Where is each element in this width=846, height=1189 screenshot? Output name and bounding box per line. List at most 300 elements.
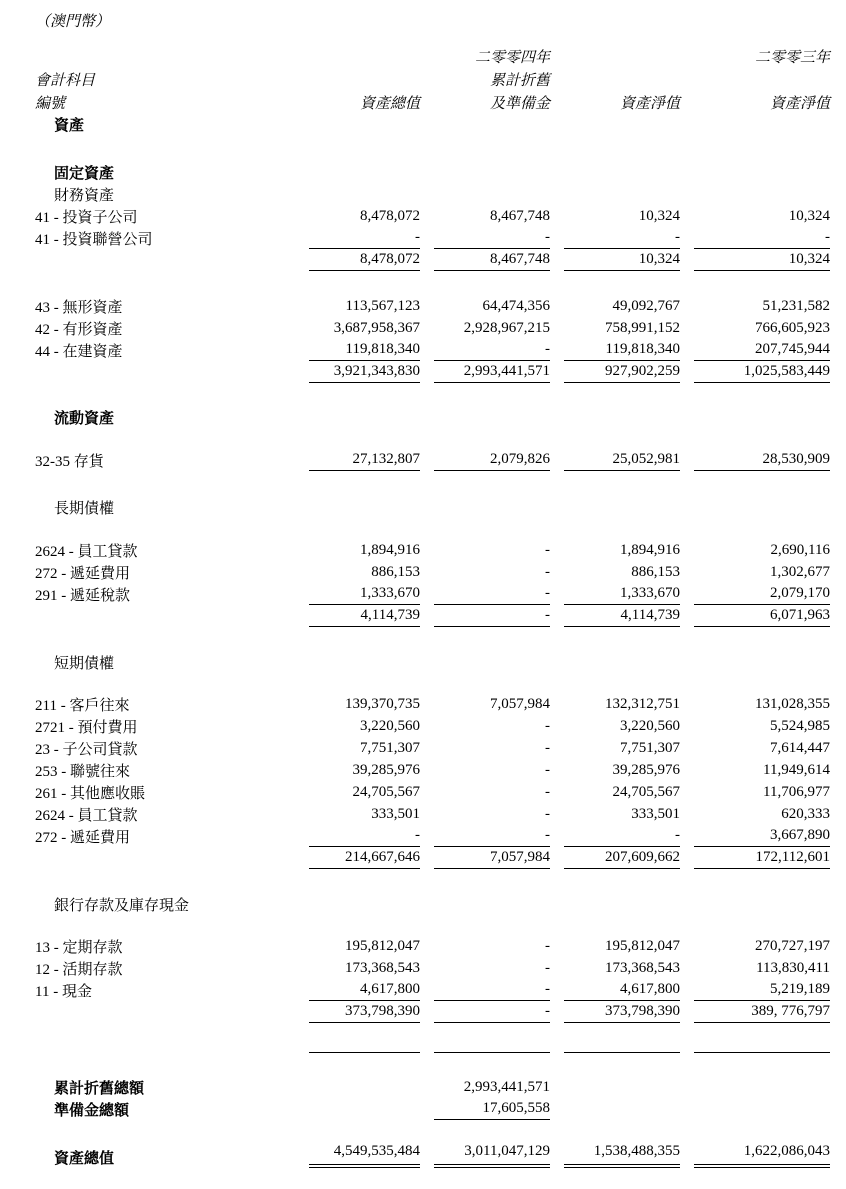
row-label: 長期債權: [54, 501, 115, 517]
cell-value: 24,705,567: [612, 784, 680, 800]
account-code: 2624: [35, 808, 65, 824]
account-code: 291: [35, 588, 58, 604]
value-cell: [420, 1098, 550, 1120]
row-label-cell: [35, 406, 295, 428]
data-row: [35, 935, 830, 957]
row-label: - 員工貸款: [68, 808, 138, 824]
cell-value: [694, 184, 830, 205]
row-label-cell: [35, 957, 295, 979]
value-cell: [550, 583, 680, 605]
data-row: [35, 205, 830, 227]
row-label: 銀行存款及庫存現金: [54, 898, 190, 914]
value-cell: [680, 979, 830, 1001]
value-cell: [420, 339, 550, 361]
row-label: - 客戶往來: [60, 698, 130, 714]
year-2004-header: 二零零四年: [474, 50, 550, 66]
row-label-cell: [35, 935, 295, 957]
account-code: 272: [35, 830, 58, 846]
cell-value: 17,605,558: [434, 1098, 550, 1120]
cell-value: 10,324: [788, 208, 830, 224]
cell-value: -: [434, 583, 550, 605]
data-row: [35, 539, 830, 561]
spacer-row: [35, 1053, 830, 1076]
cell-value: 7,614,447: [770, 740, 830, 756]
row-label: - 投資聯營公司: [53, 232, 153, 248]
value-cell: [550, 339, 680, 361]
value-cell: [680, 183, 830, 205]
value-cell: [295, 847, 420, 869]
subtotal-row: [35, 361, 830, 383]
value-cell: [295, 957, 420, 979]
row-label-cell: [35, 249, 295, 271]
cell-value: 195,812,047: [345, 938, 420, 954]
value-cell: [550, 1098, 680, 1120]
account-code: 12: [35, 962, 50, 978]
value-cell: [550, 957, 680, 979]
cell-value: 7,751,307: [360, 740, 420, 756]
data-row: [35, 737, 830, 759]
value-cell: [550, 227, 680, 249]
cell-value: 113,830,411: [756, 960, 830, 976]
value-cell: [420, 759, 550, 781]
row-label: - 子公司貸款: [53, 742, 138, 758]
cell-value: 886,153: [371, 564, 420, 580]
row-label-cell: [35, 759, 295, 781]
account-code: 41: [35, 210, 50, 226]
cell-value: [564, 114, 680, 135]
cell-value: [694, 497, 830, 518]
value-cell: [550, 161, 680, 183]
cell-value: [694, 114, 830, 135]
account-code: 42: [35, 322, 50, 338]
value-cell: [295, 715, 420, 737]
account-code: 44: [35, 344, 50, 360]
cell-value: [694, 1099, 830, 1120]
row-label-cell: [35, 693, 295, 715]
value-cell: [680, 1001, 830, 1023]
cell-value: 24,705,567: [352, 784, 420, 800]
cell-value: 3,687,958,367: [333, 320, 420, 336]
spacer-row: [35, 135, 830, 161]
row-label-cell: [35, 496, 295, 518]
cell-value: 2,079,826: [434, 449, 550, 471]
spacer-row: [35, 1120, 830, 1141]
section-row: [35, 113, 830, 135]
value-cell: [295, 1098, 420, 1120]
value-cell: [295, 737, 420, 759]
account-code: 11: [35, 984, 50, 1000]
cell-value: 3,011,047,129: [434, 1141, 550, 1168]
value-cell: [680, 317, 830, 339]
value-cell: [680, 605, 830, 627]
value-cell: [295, 449, 420, 471]
row-label-cell: [35, 605, 295, 627]
value-cell: [295, 561, 420, 583]
cell-value: 64,474,356: [482, 298, 550, 314]
cell-value: 270,727,197: [755, 938, 830, 954]
value-cell: [550, 539, 680, 561]
value-cell: [420, 1141, 550, 1168]
row-label-cell: [35, 979, 295, 1001]
value-cell: [550, 183, 680, 205]
row-label: - 活期存款: [53, 962, 123, 978]
value-cell: [680, 693, 830, 715]
value-cell: [420, 715, 550, 737]
data-row: [35, 957, 830, 979]
cell-value: 131,028,355: [755, 696, 830, 712]
value-cell: [295, 893, 420, 915]
cell-value: [694, 894, 830, 915]
accum-depr-header-line1: 累計折舊: [489, 73, 550, 89]
value-cell: [550, 449, 680, 471]
row-label-cell: [35, 1031, 295, 1053]
value-cell: [295, 583, 420, 605]
balance-sheet-table: [35, 44, 830, 1168]
value-cell: [295, 406, 420, 428]
row-label: 流動資產: [54, 411, 115, 427]
cell-value: 39,285,976: [352, 762, 420, 778]
cell-value: 8,467,748: [434, 249, 550, 271]
cell-value: 119,818,340: [309, 339, 420, 361]
cell-value: 27,132,807: [309, 449, 420, 471]
spacer-row: [35, 915, 830, 935]
cell-value: -: [564, 825, 680, 847]
cell-value: -: [545, 938, 550, 954]
value-cell: [680, 406, 830, 428]
header-row-middle: [35, 67, 830, 90]
row-label: - 聯號往來: [61, 764, 130, 780]
row-label-cell: [35, 893, 295, 915]
value-cell: [550, 113, 680, 135]
cell-value: -: [309, 825, 420, 847]
data-row: [35, 1098, 830, 1120]
spacer-row: [35, 673, 830, 693]
account-number-header: 編號: [35, 96, 66, 112]
account-code: 32-35: [35, 454, 70, 470]
subtotal-row: [35, 847, 830, 869]
value-cell: [680, 715, 830, 737]
value-cell: [550, 561, 680, 583]
row-label: 短期債權: [54, 656, 115, 672]
value-cell: [680, 1098, 830, 1120]
cell-value: [434, 497, 550, 518]
cell-value: [309, 894, 420, 915]
value-cell: [420, 561, 550, 583]
row-label-cell: [35, 227, 295, 249]
value-cell: [680, 339, 830, 361]
row-label: - 現金: [53, 984, 92, 1000]
row-label: - 其他應收賬: [61, 786, 145, 802]
cell-value: 119,818,340: [564, 339, 680, 361]
data-row: [35, 759, 830, 781]
cell-value: [694, 652, 830, 673]
row-label-cell: [35, 205, 295, 227]
row-label-cell: [35, 847, 295, 869]
value-cell: [680, 113, 830, 135]
cell-value: -: [545, 740, 550, 756]
value-cell: [680, 893, 830, 915]
cell-value: 173,368,543: [345, 960, 420, 976]
value-cell: [420, 605, 550, 627]
cell-value: -: [545, 718, 550, 734]
cell-value: 4,617,800: [309, 979, 420, 1001]
data-row: [35, 339, 830, 361]
value-cell: [420, 803, 550, 825]
row-label: - 遞延稅款: [61, 588, 130, 604]
value-cell: [550, 737, 680, 759]
data-row: [35, 825, 830, 847]
spacer-row: [35, 428, 830, 449]
cell-value: [694, 1077, 830, 1098]
data-row: [35, 317, 830, 339]
cell-value: 4,549,535,484: [309, 1141, 420, 1168]
cell-value: 7,057,984: [434, 847, 550, 869]
row-label: - 遞延費用: [61, 830, 130, 846]
cell-value: 766,605,923: [755, 320, 830, 336]
section-row: [35, 161, 830, 183]
value-cell: [550, 1141, 680, 1168]
value-cell: [295, 1141, 420, 1168]
cell-value: 8,467,748: [490, 208, 550, 224]
value-cell: [295, 935, 420, 957]
value-cell: [550, 715, 680, 737]
value-cell: [420, 406, 550, 428]
row-label: - 遞延費用: [61, 566, 130, 582]
section-row: [35, 406, 830, 428]
account-title-header: 會計科目: [35, 73, 96, 89]
currency-note: （澳門幣）: [35, 14, 111, 30]
value-cell: [295, 803, 420, 825]
account-code: 43: [35, 300, 50, 316]
cell-value: 886,153: [631, 564, 680, 580]
value-cell: [680, 935, 830, 957]
value-cell: [680, 781, 830, 803]
value-cell: [420, 781, 550, 803]
cell-value: 139,370,735: [345, 696, 420, 712]
cell-value: -: [434, 339, 550, 361]
value-cell: [295, 759, 420, 781]
table-header: [35, 44, 830, 113]
cell-value: -: [545, 960, 550, 976]
row-label-cell: [35, 651, 295, 673]
cell-value: [309, 1099, 420, 1120]
section-row: [35, 183, 830, 205]
cell-value: [564, 1031, 680, 1053]
section-row: [35, 496, 830, 518]
value-cell: [550, 803, 680, 825]
cell-value: -: [309, 227, 420, 249]
data-row: [35, 979, 830, 1001]
row-label-cell: [35, 825, 295, 847]
net-value-2004-header: 資產淨值: [619, 96, 680, 112]
value-cell: [550, 1076, 680, 1098]
value-cell: [550, 205, 680, 227]
spacer-row: [35, 518, 830, 539]
row-label-cell: [35, 183, 295, 205]
value-cell: [680, 249, 830, 271]
row-label: 固定資產: [54, 166, 115, 182]
cell-value: 207,745,944: [694, 339, 830, 361]
value-cell: [295, 605, 420, 627]
subtotal-row: [35, 605, 830, 627]
value-cell: [680, 1141, 830, 1168]
row-label-cell: [35, 295, 295, 317]
row-label: - 有形資產: [53, 322, 123, 338]
value-cell: [420, 449, 550, 471]
account-code: 261: [35, 786, 58, 802]
value-cell: [420, 935, 550, 957]
value-cell: [680, 825, 830, 847]
row-label: 準備金總額: [54, 1103, 130, 1119]
value-cell: [295, 295, 420, 317]
value-cell: [295, 161, 420, 183]
cell-value: -: [545, 542, 550, 558]
row-label-cell: [35, 803, 295, 825]
row-label-cell: [35, 1098, 295, 1120]
cell-value: -: [564, 227, 680, 249]
value-cell: [680, 295, 830, 317]
value-cell: [420, 361, 550, 383]
header-row-columns: [35, 90, 830, 113]
cell-value: 10,324: [564, 249, 680, 271]
cell-value: [309, 652, 420, 673]
value-cell: [550, 496, 680, 518]
header-row-years: [35, 44, 830, 67]
data-row: [35, 561, 830, 583]
data-row: [35, 781, 830, 803]
value-cell: [295, 1001, 420, 1023]
row-label: 累計折舊總額: [54, 1081, 145, 1097]
cell-value: 25,052,981: [564, 449, 680, 471]
cell-value: 8,478,072: [360, 208, 420, 224]
cell-value: 3,667,890: [694, 825, 830, 847]
section-row: [35, 651, 830, 673]
cell-value: [434, 894, 550, 915]
spacer-row: [35, 383, 830, 406]
account-code: 272: [35, 566, 58, 582]
value-cell: [550, 825, 680, 847]
value-cell: [550, 295, 680, 317]
cell-value: 113,567,123: [345, 298, 420, 314]
data-row: [35, 803, 830, 825]
value-cell: [680, 561, 830, 583]
account-code: 253: [35, 764, 58, 780]
value-cell: [295, 781, 420, 803]
row-label-cell: [35, 161, 295, 183]
cell-value: [564, 184, 680, 205]
cell-value: 2,928,967,215: [463, 320, 550, 336]
cell-value: [309, 162, 420, 183]
row-label-cell: [35, 737, 295, 759]
cell-value: -: [545, 784, 550, 800]
data-row: [35, 1076, 830, 1098]
subtotal-row: [35, 1001, 830, 1023]
value-cell: [680, 496, 830, 518]
cell-value: 2,993,441,571: [463, 1079, 550, 1095]
value-cell: [550, 1031, 680, 1053]
value-cell: [550, 693, 680, 715]
value-cell: [420, 583, 550, 605]
value-cell: [420, 113, 550, 135]
value-cell: [420, 893, 550, 915]
cell-value: 620,333: [781, 806, 830, 822]
cell-value: -: [434, 1001, 550, 1023]
value-cell: [550, 406, 680, 428]
cell-value: [434, 1031, 550, 1053]
cell-value: 4,114,739: [564, 605, 680, 627]
data-row: [35, 583, 830, 605]
value-cell: [295, 205, 420, 227]
spacer-row: [35, 471, 830, 496]
cell-value: [309, 407, 420, 428]
value-cell: [420, 737, 550, 759]
spacer-row: [35, 271, 830, 295]
value-cell: [680, 583, 830, 605]
cell-value: 1,622,086,043: [694, 1141, 830, 1168]
cell-value: 927,902,259: [564, 361, 680, 383]
value-cell: [680, 161, 830, 183]
data-row: [35, 227, 830, 249]
row-label-cell: [35, 715, 295, 737]
value-cell: [680, 1031, 830, 1053]
row-label: - 員工貸款: [68, 544, 138, 560]
data-row: [35, 449, 830, 471]
row-label-cell: [35, 339, 295, 361]
data-row: [35, 295, 830, 317]
cell-value: 1,333,670: [309, 583, 420, 605]
value-cell: [550, 979, 680, 1001]
cell-value: [309, 1031, 420, 1053]
net-value-2003-header: 資產淨值: [769, 96, 830, 112]
value-cell: [680, 847, 830, 869]
value-cell: [420, 1001, 550, 1023]
value-cell: [420, 847, 550, 869]
cell-value: 39,285,976: [612, 762, 680, 778]
row-label-cell: [35, 317, 295, 339]
cell-value: 207,609,662: [564, 847, 680, 869]
year-2003-header: 二零零三年: [754, 50, 830, 66]
cell-value: 28,530,909: [694, 449, 830, 471]
value-cell: [295, 1076, 420, 1098]
value-cell: [680, 449, 830, 471]
value-cell: [295, 227, 420, 249]
value-cell: [680, 1076, 830, 1098]
cell-value: 51,231,582: [762, 298, 830, 314]
value-cell: [420, 651, 550, 673]
cell-value: 49,092,767: [612, 298, 680, 314]
value-cell: [295, 651, 420, 673]
cell-value: 4,617,800: [564, 979, 680, 1001]
cell-value: 1,302,677: [770, 564, 830, 580]
value-cell: [550, 361, 680, 383]
data-row: [35, 715, 830, 737]
gross-value-header: 資產總值: [359, 96, 420, 112]
subtotal-row: [35, 249, 830, 271]
account-code: 211: [35, 698, 57, 714]
cell-value: [564, 162, 680, 183]
cell-value: 173,368,543: [605, 960, 680, 976]
value-cell: [550, 847, 680, 869]
cell-value: 10,324: [694, 249, 830, 271]
cell-value: [564, 894, 680, 915]
cell-value: [564, 1099, 680, 1120]
cell-value: [309, 184, 420, 205]
value-cell: [420, 161, 550, 183]
value-cell: [680, 361, 830, 383]
row-label: - 預付費用: [68, 720, 138, 736]
value-cell: [295, 183, 420, 205]
value-cell: [550, 781, 680, 803]
